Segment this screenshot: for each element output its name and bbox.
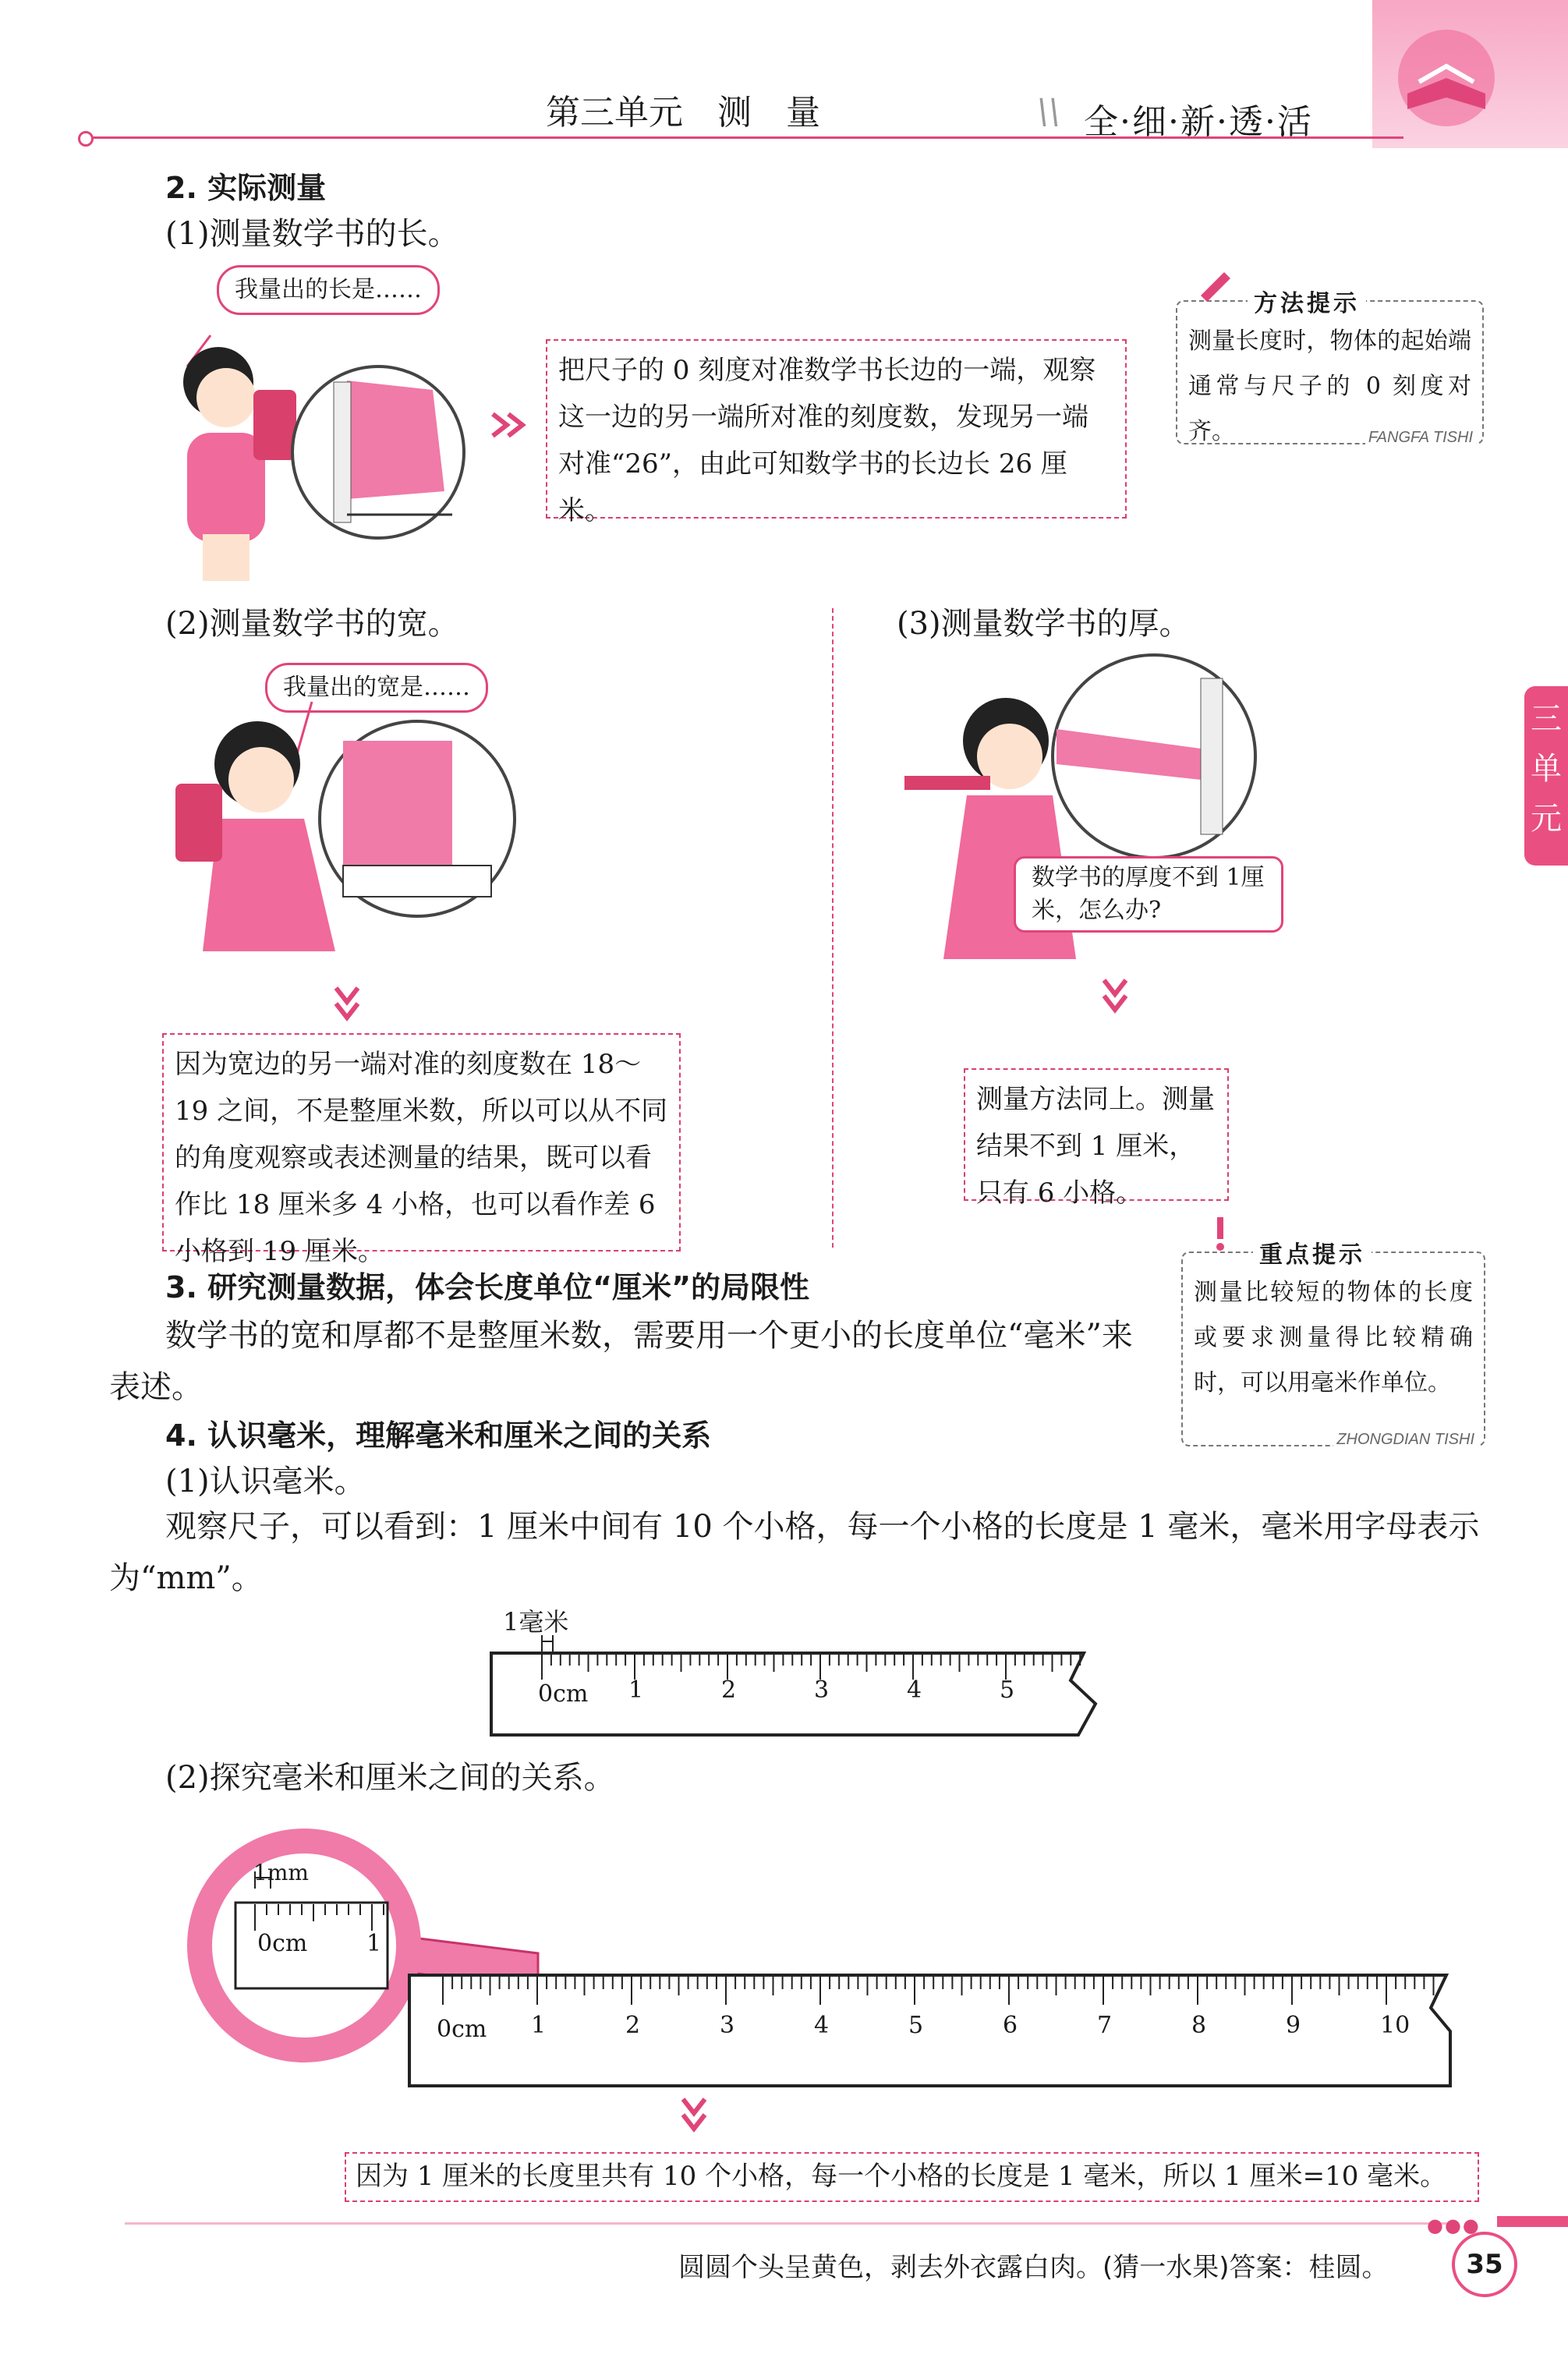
footer-line bbox=[125, 2222, 1450, 2225]
key-tip-title: 重点提示 bbox=[1253, 1233, 1372, 1278]
section2-heading: 2. 实际测量 bbox=[165, 171, 327, 205]
ruler1-label-5: 5 bbox=[1000, 1676, 1015, 1704]
book-logo-icon bbox=[1388, 23, 1505, 133]
arrow-down-icon-thickness bbox=[1099, 979, 1131, 1018]
ruler2-label-3: 3 bbox=[720, 2012, 735, 2039]
ruler2-label-4: 4 bbox=[814, 2012, 830, 2039]
ruler2-label-7: 7 bbox=[1097, 2012, 1113, 2039]
section2-item3: (3)测量数学书的厚。 bbox=[897, 606, 1191, 642]
footer-bar bbox=[1497, 2216, 1568, 2227]
key-tip-sub: ZHONGDIAN TISHI bbox=[1333, 1417, 1478, 1462]
column-divider bbox=[832, 608, 834, 1248]
page-number-badge bbox=[1452, 2232, 1517, 2297]
key-tip-box bbox=[1181, 1241, 1485, 1448]
explain-width-box: 因为宽边的另一端对准的刻度数在 18～19 之间，不是整厘米数，所以可以从不同的角度观察或表述测量的结果，既可以看作比 18 厘米多 4 小格，也可以看作差 6 小格到 19 厘米。 bbox=[162, 1033, 681, 1252]
explain-thickness-box: 测量方法同上。测量结果不到 1 厘米，只有 6 小格。 bbox=[964, 1068, 1229, 1201]
magnifier-1mm-annotation: 1mm bbox=[253, 1860, 309, 1885]
ruler2-unit-label: 0cm bbox=[437, 2016, 487, 2043]
ruler2-label-2: 2 bbox=[625, 2012, 641, 2039]
ruler-1mm-annotation: 1毫米 bbox=[503, 1607, 569, 1637]
girl-width-illustration bbox=[156, 655, 522, 982]
ruler1-label-2: 2 bbox=[721, 1676, 737, 1704]
section4-item1: (1)认识毫米。 bbox=[165, 1464, 366, 1499]
header-dot bbox=[78, 131, 94, 147]
side-tab bbox=[1524, 686, 1568, 866]
ruler1-unit-label: 0cm bbox=[538, 1680, 589, 1708]
pencil-icon bbox=[1193, 264, 1240, 303]
magnifier-tick-1: 1 bbox=[366, 1930, 382, 1957]
header-slogan: 全·细·新·透·活 bbox=[1084, 102, 1313, 142]
speech-bubble-thickness: 数学书的厚度不到 1厘米，怎么办? bbox=[1014, 856, 1283, 933]
method-tip-box bbox=[1176, 290, 1484, 446]
girl-thickness-illustration bbox=[889, 647, 1279, 975]
boy-measuring-illustration bbox=[156, 265, 483, 593]
method-tip-title: 方法提示 bbox=[1248, 281, 1366, 327]
section4-item2: (2)探究毫米和厘米之间的关系。 bbox=[165, 1760, 615, 1796]
arrow-right-icon bbox=[491, 409, 530, 441]
ruler2-label-6: 6 bbox=[1003, 2012, 1018, 2039]
magnifier-unit-label: 0cm bbox=[257, 1930, 308, 1957]
ruler2-label-10: 10 bbox=[1380, 2012, 1410, 2039]
section3-heading: 3. 研究测量数据，体会长度单位“厘米”的局限性 bbox=[165, 1270, 810, 1305]
page-number: 35 bbox=[1466, 2249, 1503, 2280]
ruler2-label-1: 1 bbox=[531, 2012, 547, 2039]
arrow-down-icon-conclusion bbox=[678, 2098, 710, 2137]
speech-bubble-length: 我量出的长是…… bbox=[217, 265, 440, 315]
conclusion-box: 因为 1 厘米的长度里共有 10 个小格，每一个小格的长度是 1 毫米，所以 1 厘米=10 毫米。 bbox=[345, 2152, 1479, 2202]
section4-text1: 观察尺子，可以看到：1 厘米中间有 10 个小格，每一个小格的长度是 1 毫米，毫米用字母表示为“mm”。 bbox=[109, 1509, 1480, 1596]
exclamation-icon bbox=[1205, 1214, 1236, 1253]
section3-text: 数学书的宽和厚都不是整厘米数，需要用一个更小的长度单位“毫米”来表述。 bbox=[109, 1318, 1133, 1405]
method-tip-text: 测量长度时，物体的起始端通常与尺子的 0 刻度对齐。 bbox=[1188, 327, 1471, 445]
footer-riddle: 圆圆个头呈黄色，剥去外衣露白肉。(猜一水果)答案：桂圆。 bbox=[678, 2252, 1389, 2283]
speech-bubble-width: 我量出的宽是…… bbox=[265, 663, 488, 713]
unit-title: 第三单元 测 量 bbox=[546, 93, 820, 133]
footer-dots: ●●● bbox=[1427, 2215, 1481, 2236]
slash-marks-icon: \\ bbox=[1037, 92, 1060, 132]
key-tip-text: 测量比较短的物体的长度或要求测量得比较精确时，可以用毫米作单位。 bbox=[1194, 1279, 1473, 1397]
section2-item1: (1)测量数学书的长。 bbox=[165, 216, 459, 252]
ruler2-label-5: 5 bbox=[908, 2012, 924, 2039]
ruler2-label-8: 8 bbox=[1191, 2012, 1207, 2039]
ruler1-label-4: 4 bbox=[907, 1676, 922, 1704]
ruler2-label-9: 9 bbox=[1286, 2012, 1301, 2039]
method-tip-sub: FANGFA TISHI bbox=[1365, 415, 1476, 460]
ruler1-label-3: 3 bbox=[814, 1676, 830, 1704]
section2-item2: (2)测量数学书的宽。 bbox=[165, 606, 459, 642]
ruler1-label-1: 1 bbox=[628, 1676, 644, 1704]
arrow-down-icon-width bbox=[331, 986, 363, 1025]
side-tab-label: 三单元 bbox=[1531, 701, 1562, 837]
explain-length-box: 把尺子的 0 刻度对准数学书长边的一端，观察这一边的另一端所对准的刻度数，发现另一端对准“26”，由此可知数学书的长边长 26 厘米。 bbox=[546, 339, 1127, 519]
section4-heading: 4. 认识毫米，理解毫米和厘米之间的关系 bbox=[165, 1418, 712, 1453]
